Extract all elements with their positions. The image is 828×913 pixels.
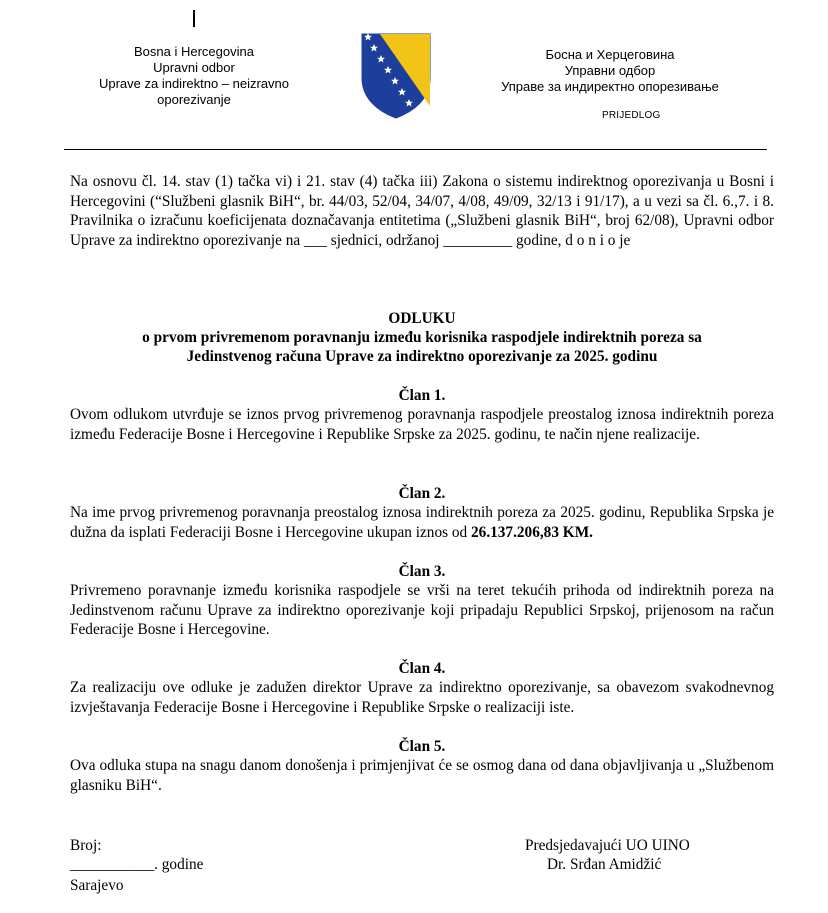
broj-label: Broj: — [70, 837, 102, 854]
draft-label: PRIJEDLOG — [602, 110, 661, 121]
header-left-line: Upravni odbor — [153, 60, 235, 75]
city-label: Sarajevo — [70, 877, 124, 894]
header-left-line: Bosna i Hercegovina — [134, 44, 254, 59]
header-right-block — [480, 47, 740, 95]
article-4-text: Za realizaciju ove odluke je zadužen direktor Uprave za indirektno oporezivanje, sa obavezom svakodnevnog izvještavanja Federacije Bosne i Hercegovine i Republike Srpske o realizaciji iste. — [70, 679, 774, 716]
chair-name: Dr. Srđan Amidžić — [547, 856, 662, 873]
article-2-amount: 26.137.206,83 KM. — [471, 523, 593, 541]
article-1-text: Ovom odlukom utvrđuje se iznos prvog privremenog poravnanja raspodjele preostalog iznosa indirektnih poreza između Federacije Bosne i Hercegovine i Republike Srpske za 2025. godinu, te način njene realizacije. — [70, 406, 774, 443]
intro-paragraph: Na osnovu čl. 14. stav (1) tačka vi) i 21. stav (4) tačka iii) Zakona o sistemu indirektnog oporezivanja u Bosni i Hercegovini (“Službeni glasnik BiH“, br. 44/03, 52/04, 34/07, 4/08, 49/09, 32/13 i 91/17), a u vezi sa čl. 6.,7. i 8. Pravilnika o izračunu koeficijenata doznačavanja entitetima („Službeni glasnik BiH“, broj 62/08), Upravni odbor Uprave za indirektno oporezivanje na ___ sjednici, održanoj _________ godine, d o n i o je — [70, 173, 774, 249]
article-5-heading: Član 5. — [398, 738, 446, 755]
decision-title — [70, 309, 774, 366]
title-line: Jedinstvenog računa Uprave za indirektno oporezivanje za 2025. godinu — [186, 348, 658, 365]
coat-of-arms-icon — [360, 32, 432, 120]
article-2-text — [70, 503, 774, 542]
header-divider — [64, 149, 767, 150]
article-4-heading: Član 4. — [398, 660, 446, 677]
title-line: o prvom privremenom poravnanju između korisnika raspodjele indirektnih poreza sa — [142, 329, 702, 346]
header-left-line: Uprave za indirektno – neizravno — [98, 76, 290, 91]
article-3-heading: Član 3. — [398, 563, 446, 580]
title-line: ODLUKU — [388, 310, 456, 327]
chair-title: Predsjedavajući UO UINO — [525, 837, 690, 854]
article-1-heading: Član 1. — [398, 387, 446, 404]
header-right-line: Управе за индиректно опорезивање — [501, 79, 719, 94]
article-5-text: Ova odluka stupa na snagu danom donošenja i primjenjivat će se osmog dana od dana objavljivanja u „Službenom glasniku BiH“. — [70, 757, 774, 794]
article-2-heading: Član 2. — [398, 485, 446, 502]
text-cursor — [193, 10, 195, 27]
article-2-body: Na ime prvog privremenog poravnanja preostalog iznosa indirektnih poreza za 2025. godinu, Republika Srpska je dužna da isplati Federaciji Bosne i Hercegovine ukupan iznos od — [70, 504, 774, 541]
header-right-line: Босна и Херцеговина — [545, 47, 675, 62]
article-3-text: Privremeno poravnanje između korisnika raspodjele se vrši na teret tekućih prihoda od indirektnih poreza na Jedinstvenom računu Uprave za indirektno oporezivanje koji pripadaju Republici Srpskoj, prijenosom na račun Federacije Bosne i Hercegovine. — [70, 582, 774, 638]
header-left-block — [76, 44, 312, 108]
header-right-line: Управни одбор — [564, 63, 656, 78]
date-line: ___________. godine — [70, 856, 204, 873]
header-left-line: oporezivanje — [157, 92, 231, 107]
